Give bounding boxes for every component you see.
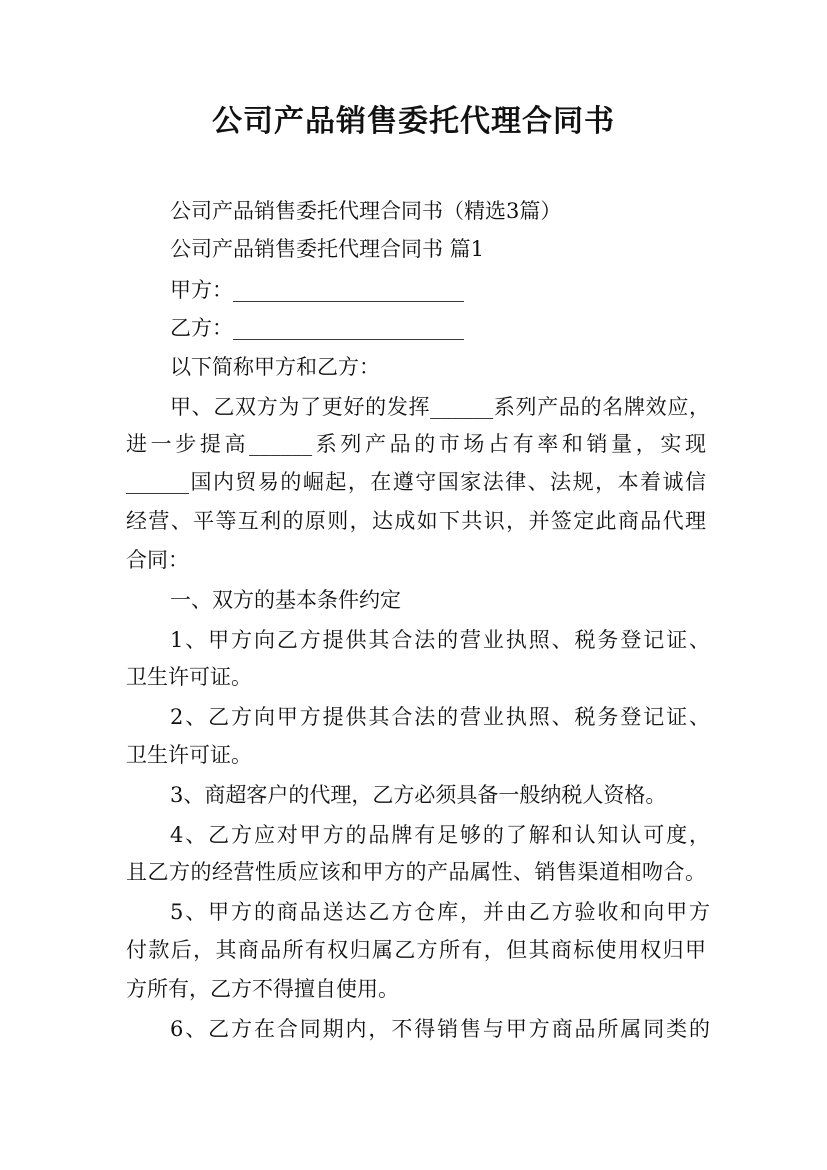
clause-line: 且乙方的经营性质应该和甲方的产品属性、销售渠道相吻合。 <box>126 860 706 884</box>
clause-line: 方所有，乙方不得擅自使用。 <box>126 977 399 1001</box>
text-line: 以下简称甲方和乙方： <box>170 355 380 379</box>
clause-line: 4、乙方应对甲方的品牌有足够的了解和认知认可度， <box>170 823 710 847</box>
subtitle-line: 公司产品销售委托代理合同书（精选3篇） <box>170 199 562 223</box>
clause-line: 1、甲方向乙方提供其合法的营业执照、税务登记证、 <box>170 628 710 652</box>
clause-heading: 一、双方的基本条件约定 <box>170 588 401 612</box>
clause-line: 卫生许可证。 <box>126 665 252 689</box>
clause-line: 6、乙方在合同期内，不得销售与甲方商品所属同类的 <box>170 1017 710 1041</box>
text-line: ______国内贸易的崛起，在遵守国家法律、法规，本着诚信 <box>126 470 706 494</box>
clause-line: 5、甲方的商品送达乙方仓库，并由乙方验收和向甲方 <box>170 900 710 924</box>
text-line: 甲、乙双方为了更好的发挥______系列产品的名牌效应， <box>170 395 710 419</box>
clause-line: 2、乙方向甲方提供其合法的营业执照、税务登记证、 <box>170 705 710 729</box>
party-b-line: 乙方：______________________ <box>170 316 464 340</box>
text-line: 经营、平等互利的原则，达成如下共识，并签定此商品代理 <box>126 509 706 533</box>
document-title: 公司产品销售委托代理合同书 <box>212 104 615 139</box>
clause-line: 付款后，其商品所有权归属乙方所有，但其商标使用权归甲 <box>126 938 706 962</box>
section-heading: 公司产品销售委托代理合同书 篇1 <box>170 237 485 261</box>
text-line: 合同： <box>126 548 189 572</box>
clause-line: 卫生许可证。 <box>126 743 252 767</box>
text-line: 进一步提高______系列产品的市场占有率和销量，实现 <box>126 432 706 456</box>
party-a-line: 甲方：______________________ <box>170 278 464 302</box>
clause-line: 3、商超客户的代理，乙方必须具备一般纳税人资格。 <box>170 783 667 807</box>
